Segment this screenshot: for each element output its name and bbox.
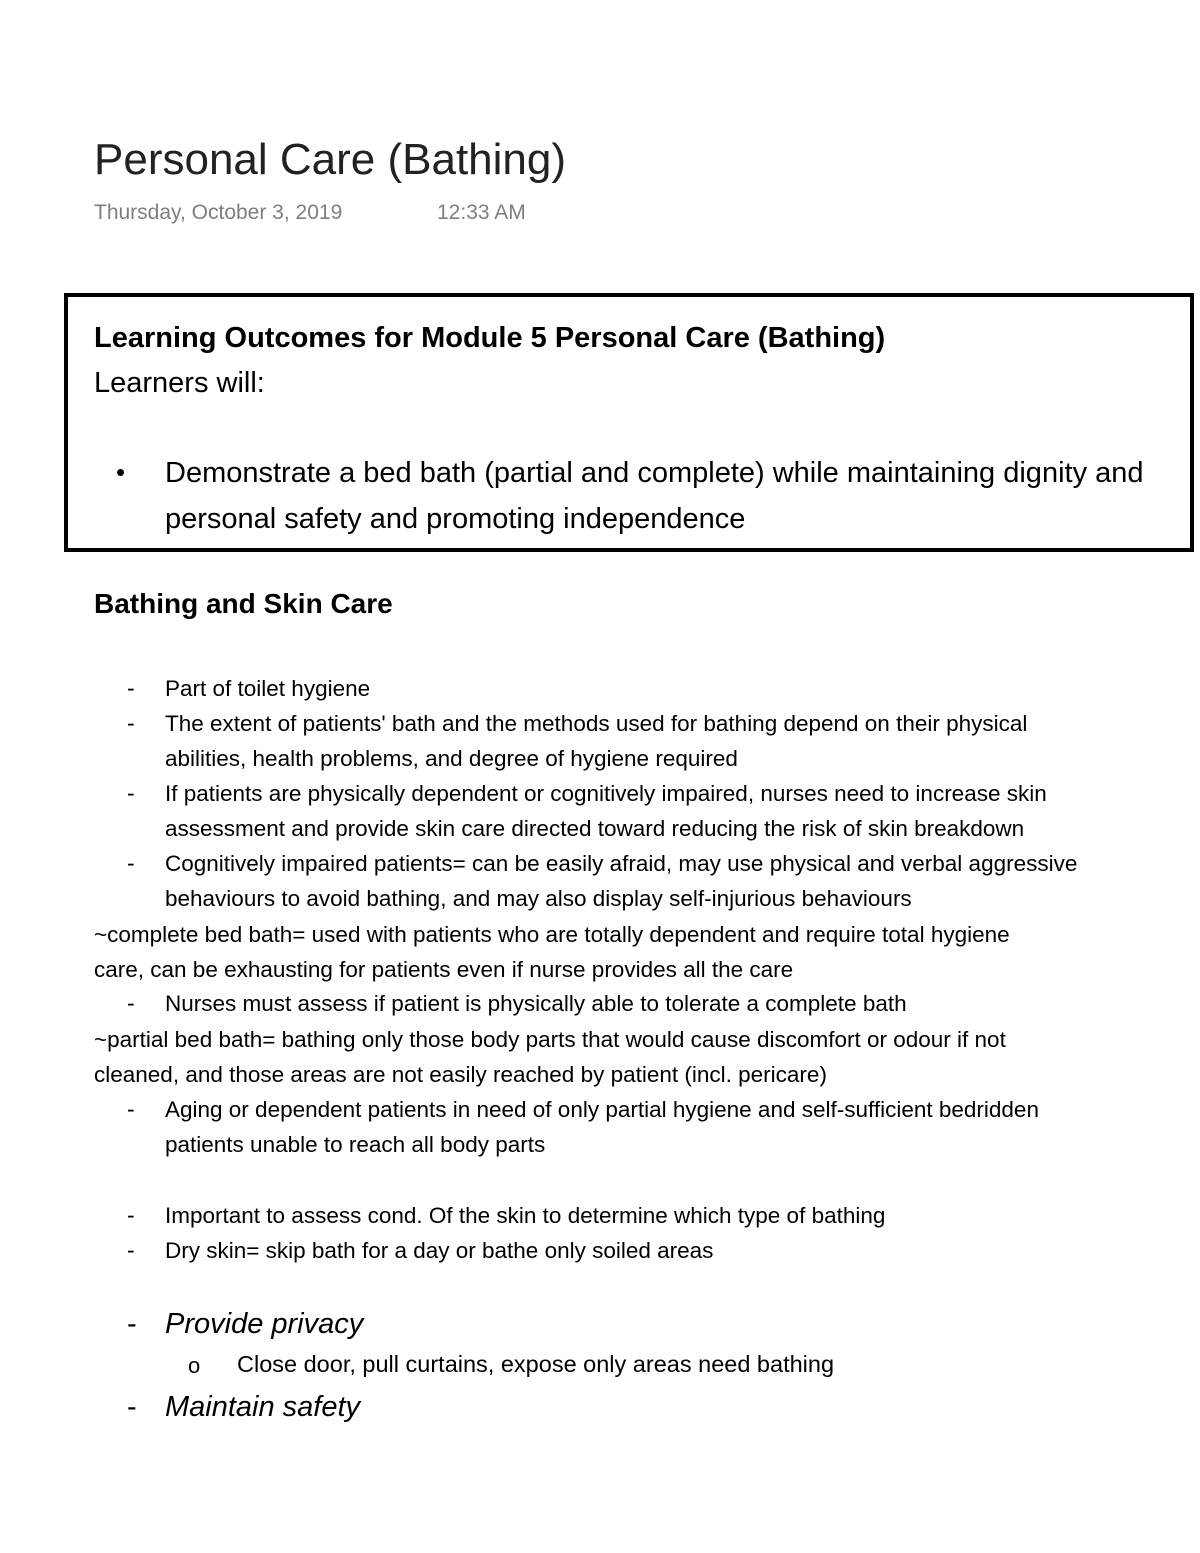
learning-outcome-item: Demonstrate a bed bath (partial and complete) while maintaining dignity and personal safety and promoting independence	[165, 457, 1144, 535]
list-item: Dry skin= skip bath for a day or bathe only soiled areas	[165, 1238, 714, 1263]
paragraph: ~complete bed bath= used with patients who are totally dependent and require total hygiene	[94, 922, 1010, 947]
page-time: 12:33 AM	[437, 201, 526, 224]
list-item: Part of toilet hygiene	[165, 676, 371, 701]
paragraph-continuation: cleaned, and those areas are not easily reached by patient (incl. pericare)	[94, 1062, 827, 1087]
sub-list-item: Close door, pull curtains, expose only areas need bathing	[237, 1351, 835, 1377]
section-heading: Bathing and Skin Care	[94, 588, 393, 619]
list-item: Nurses must assess if patient is physically able to tolerate a complete bath	[165, 991, 907, 1016]
list-item: Important to assess cond. Of the skin to determine which type of bathing	[165, 1203, 886, 1228]
dash-bullet: -	[127, 990, 135, 1016]
learning-outcomes-heading: Learning Outcomes for Module 5 Personal Care (Bathing)	[94, 322, 886, 354]
dash-bullet: -	[127, 1202, 135, 1228]
dash-bullet: -	[127, 1237, 135, 1263]
dash-bullet: -	[127, 675, 135, 701]
dash-bullet: -	[127, 780, 135, 806]
dash-bullet: -	[127, 1391, 137, 1423]
bullet-icon: •	[116, 457, 126, 487]
list-item-continuation: abilities, health problems, and degree of hygiene required	[165, 746, 738, 771]
list-item: Aging or dependent patients in need of only partial hygiene and self-sufficient bedridden	[165, 1097, 1039, 1122]
paragraph: ~partial bed bath= bathing only those body parts that would cause discomfort or odour if not	[94, 1027, 1006, 1052]
dash-bullet: -	[127, 850, 135, 876]
paragraph-continuation: care, can be exhausting for patients even if nurse provides all the care	[94, 957, 794, 982]
dash-bullet: -	[127, 1096, 135, 1122]
list-item: Cognitively impaired patients= can be easily afraid, may use physical and verbal aggressive	[165, 851, 1078, 876]
list-item: If patients are physically dependent or cognitively impaired, nurses need to increase skin	[165, 781, 1047, 806]
dash-bullet: -	[127, 1308, 137, 1340]
dash-bullet: -	[127, 710, 135, 736]
page-date: Thursday, October 3, 2019	[94, 201, 343, 224]
list-item: The extent of patients' bath and the methods used for bathing depend on their physical	[165, 711, 1028, 736]
list-item-continuation: behaviours to avoid bathing, and may also display self-injurious behaviours	[165, 886, 912, 911]
page-title: Personal Care (Bathing)	[94, 135, 567, 184]
list-item-continuation: patients unable to reach all body parts	[165, 1132, 546, 1157]
list-item-heading: Provide privacy	[165, 1308, 364, 1340]
learners-will-label: Learners will:	[94, 367, 265, 399]
sub-bullet-icon: o	[188, 1353, 201, 1378]
list-item-heading: Maintain safety	[165, 1391, 361, 1423]
list-item-continuation: assessment and provide skin care directed toward reducing the risk of skin breakdown	[165, 816, 1025, 841]
